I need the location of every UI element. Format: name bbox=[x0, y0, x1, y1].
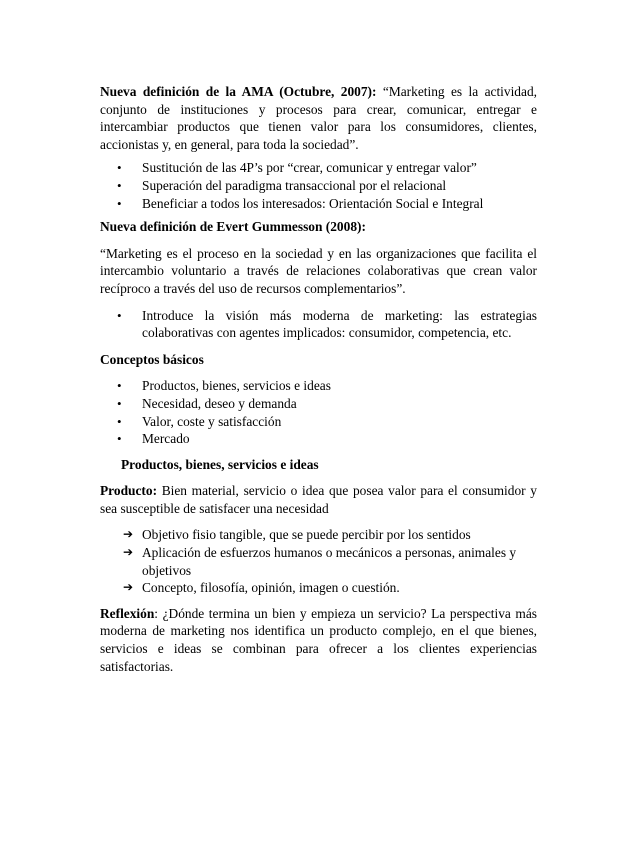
ama-text: “Marketing es la actividad, conjunto de instituciones y procesos para crear, comunicar, entregar e intercambiar productos que tienen valor para los consumidores, clientes, accionistas y, en general, para toda la sociedad”. bbox=[100, 84, 537, 152]
conceptos-heading: Conceptos básicos bbox=[100, 351, 204, 367]
arrow-right-icon: ➔ bbox=[123, 545, 134, 560]
list-item: ➔ Concepto, filosofía, opinión, imagen o cuestión. bbox=[123, 580, 400, 596]
bullet-icon: • bbox=[117, 307, 122, 323]
bullet-icon: • bbox=[117, 177, 122, 193]
arrow-right-icon: ➔ bbox=[123, 580, 134, 595]
list-item: • Introduce la visión más moderna de marketing: las estrategias colaborativas con agentes implicados: consumidor, competencia, etc. bbox=[117, 307, 537, 341]
list-item: • Beneficiar a todos los interesados: Orientación Social e Integral bbox=[117, 195, 484, 211]
arrow-right-icon: ➔ bbox=[123, 527, 134, 542]
gummesson-quote: “Marketing es el proceso en la sociedad y en las organizaciones que facilita el intercambio voluntario a través de relaciones colaborativas que crean valor recíproco a través del uso de recursos complementarios”. bbox=[100, 245, 537, 296]
reflexion-label: Reflexión bbox=[100, 605, 155, 621]
list-item: • Mercado bbox=[117, 431, 190, 447]
bullet-icon: • bbox=[117, 413, 122, 429]
ama-bullet-list bbox=[100, 159, 537, 212]
conceptos-bullet-list bbox=[100, 377, 537, 447]
producto-definition bbox=[100, 482, 537, 517]
bullet-icon: • bbox=[117, 160, 122, 176]
bullet-icon: • bbox=[117, 395, 122, 411]
producto-text: Bien material, servicio o idea que posea valor para el consumidor y sea susceptible de satisfacer una necesidad bbox=[100, 483, 537, 516]
list-item: • Valor, coste y satisfacción bbox=[117, 413, 282, 429]
list-item: • Productos, bienes, servicios e ideas bbox=[117, 378, 331, 394]
bullet-icon: • bbox=[117, 431, 122, 447]
bullet-icon: • bbox=[117, 378, 122, 394]
producto-label: Producto: bbox=[100, 483, 158, 499]
reflexion-text: : ¿Dónde termina un bien y empieza un servicio? La perspectiva más moderna de marketing nos identifica un producto complejo, en el que bienes, servicios e ideas se combinan para ofrecer a los clientes experiencias satisfactorias. bbox=[100, 605, 537, 674]
productos-heading: Productos, bienes, servicios e ideas bbox=[121, 456, 319, 472]
gummesson-heading: Nueva definición de Evert Gummesson (2008): bbox=[100, 219, 366, 235]
producto-arrow-list bbox=[100, 526, 537, 596]
list-item: • Necesidad, deseo y demanda bbox=[117, 395, 297, 411]
list-item: • Sustitución de las 4P’s por “crear, comunicar y entregar valor” bbox=[117, 160, 477, 176]
list-item: ➔ Aplicación de esfuerzos humanos o mecánicos a personas, animales y objetivos bbox=[123, 545, 517, 578]
gummesson-bullet-list bbox=[100, 307, 537, 342]
bullet-icon: • bbox=[117, 195, 122, 211]
list-item: • Superación del paradigma transaccional por el relacional bbox=[117, 177, 447, 193]
document-page bbox=[100, 83, 537, 675]
ama-definition bbox=[100, 83, 537, 153]
reflexion-paragraph bbox=[100, 605, 537, 675]
ama-heading: Nueva definición de la AMA (Octubre, 2007): bbox=[100, 84, 377, 99]
list-item: ➔ Objetivo fisio tangible, que se puede percibir por los sentidos bbox=[123, 527, 471, 543]
